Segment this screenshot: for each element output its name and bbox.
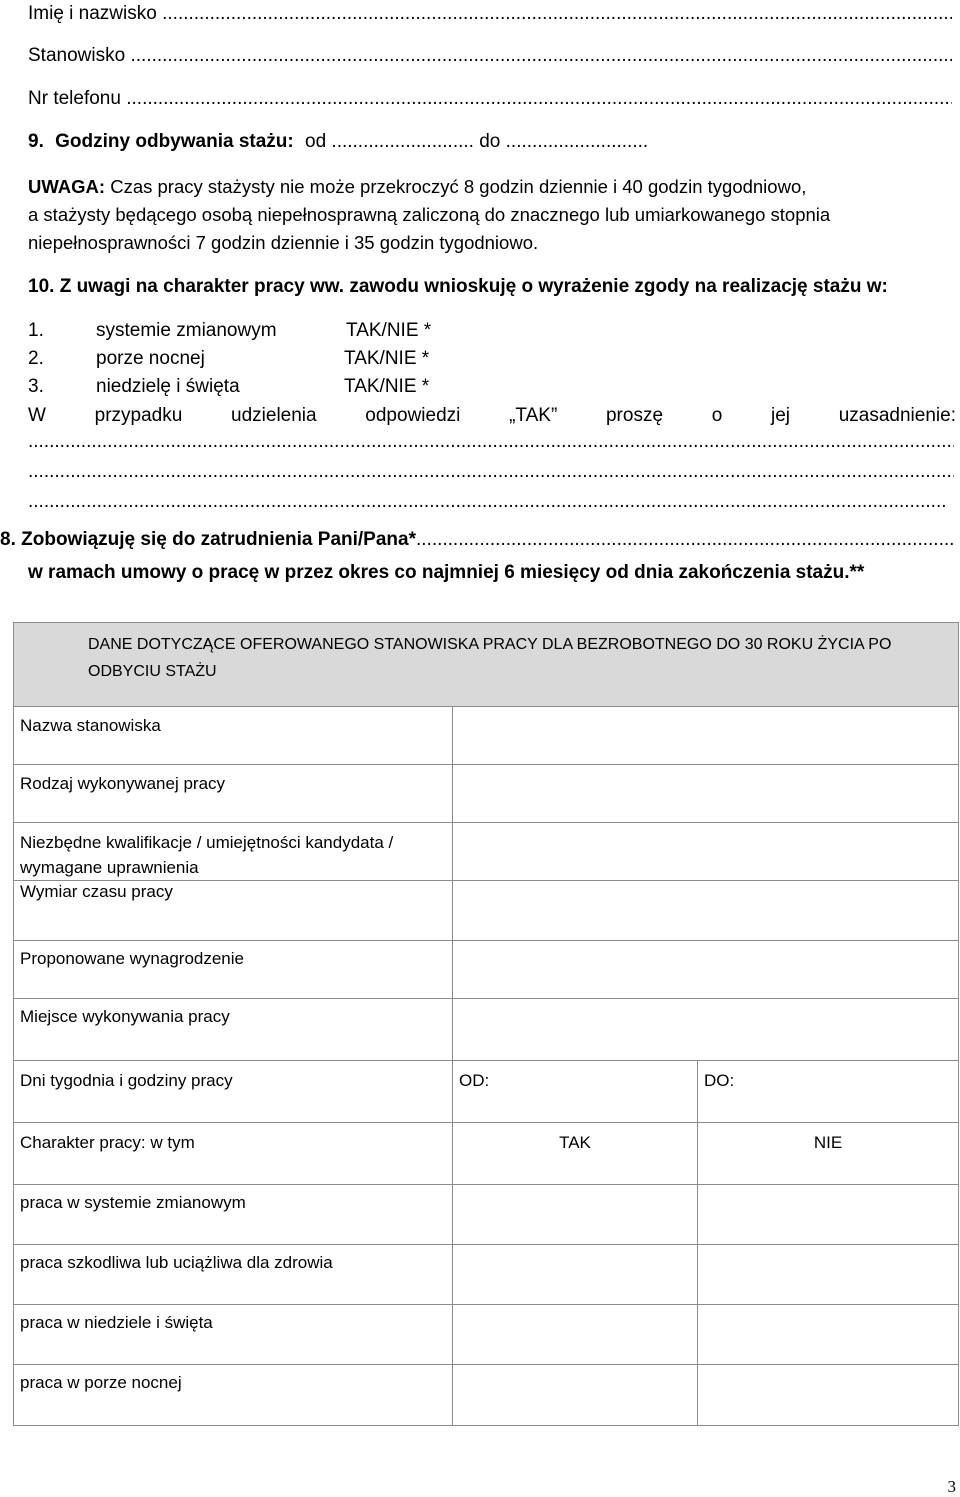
section8-line-2: w ramach umowy o pracę w przez okres co najmniej 6 miesięcy od dnia zakończenia stażu.** bbox=[28, 562, 865, 583]
od-cell[interactable]: OD: bbox=[453, 1061, 698, 1123]
table-row-character bbox=[14, 1123, 959, 1185]
phone-label: Nr telefonu bbox=[28, 88, 121, 109]
nie-cell[interactable] bbox=[698, 1185, 959, 1245]
row-label: Proponowane wynagrodzenie bbox=[14, 941, 453, 999]
tak-cell[interactable] bbox=[453, 1305, 698, 1365]
note-line-2: a stażysty będącego osobą niepełnosprawną zaliczoną do znacznego lub umiarkowanego stopnia bbox=[28, 204, 831, 225]
row-value-cell[interactable] bbox=[453, 999, 959, 1061]
word: przypadku bbox=[94, 405, 183, 426]
tak-header: TAK bbox=[453, 1123, 698, 1185]
item-label: systemie zmianowym bbox=[96, 320, 277, 341]
item-label: porze nocnej bbox=[96, 348, 205, 369]
table-row bbox=[14, 1305, 959, 1365]
word: jej bbox=[771, 405, 791, 426]
row-label: Miejsce wykonywania pracy bbox=[14, 999, 453, 1061]
tak-cell[interactable] bbox=[453, 1185, 698, 1245]
item-number: 3. bbox=[28, 376, 44, 397]
row-label: Niezbędne kwalifikacje / umiejętności kandydata / wymagane uprawnienia bbox=[14, 823, 453, 881]
row-value-cell[interactable] bbox=[453, 823, 959, 881]
note-prefix: UWAGA: bbox=[28, 176, 106, 197]
table-row bbox=[14, 999, 959, 1061]
table-row bbox=[14, 707, 959, 765]
item-choice[interactable]: TAK/NIE * bbox=[344, 348, 430, 369]
row-label: praca w niedziele i święta bbox=[14, 1305, 453, 1365]
section10-item-2 bbox=[28, 347, 430, 371]
row-label: praca w porze nocnej bbox=[14, 1365, 453, 1426]
table-row bbox=[14, 941, 959, 999]
position-field[interactable] bbox=[28, 44, 952, 68]
item-choice[interactable]: TAK/NIE * bbox=[346, 320, 432, 341]
row-label: Rodzaj wykonywanej pracy bbox=[14, 765, 453, 823]
row-label: praca szkodliwa lub uciążliwa dla zdrowia bbox=[14, 1245, 453, 1305]
table-row bbox=[14, 823, 959, 881]
position-label: Stanowisko bbox=[28, 45, 126, 66]
word: proszę bbox=[605, 405, 664, 426]
nie-cell[interactable] bbox=[698, 1365, 959, 1426]
section8-fill[interactable] bbox=[416, 529, 956, 550]
word: „TAK” bbox=[509, 405, 558, 426]
row-value-cell[interactable] bbox=[453, 941, 959, 999]
word: W bbox=[28, 405, 46, 426]
word: udzielenia bbox=[231, 405, 317, 426]
row-label: Nazwa stanowiska bbox=[14, 707, 453, 765]
justification-prompt bbox=[28, 404, 956, 428]
section10-item-1 bbox=[28, 319, 432, 343]
note-line-3: niepełnosprawności 7 godzin dziennie i 35 godzin tygodniowo. bbox=[28, 232, 539, 253]
row-value-cell[interactable] bbox=[453, 881, 959, 941]
item-number: 1. bbox=[28, 320, 44, 341]
table-header-text: DANE DOTYCZĄCE OFEROWANEGO STANOWISKA PRACY DLA BEZROBOTNEGO DO 30 ROKU ŻYCIA PO ODBYCIU STAŻU bbox=[88, 636, 892, 680]
table-row bbox=[14, 765, 959, 823]
row-value-cell[interactable] bbox=[453, 707, 959, 765]
row-value-cell[interactable] bbox=[453, 765, 959, 823]
page-number: 3 bbox=[947, 1477, 956, 1496]
table-row bbox=[14, 1365, 959, 1426]
justification-line-1[interactable] bbox=[28, 430, 954, 454]
do-cell[interactable]: DO: bbox=[698, 1061, 959, 1123]
row-label: Dni tygodnia i godziny pracy bbox=[14, 1061, 453, 1123]
hours-label: Godziny odbywania stażu: bbox=[55, 131, 294, 152]
note-block bbox=[28, 173, 958, 257]
nie-cell[interactable] bbox=[698, 1245, 959, 1305]
row-label: Charakter pracy: w tym bbox=[14, 1123, 453, 1185]
hours-number: 9. bbox=[28, 131, 44, 152]
nie-cell[interactable] bbox=[698, 1305, 959, 1365]
table-row-days bbox=[14, 1061, 959, 1123]
section10-item-3 bbox=[28, 375, 430, 399]
row-label: praca w systemie zmianowym bbox=[14, 1185, 453, 1245]
section10-heading: 10. Z uwagi na charakter pracy ww. zawodu wnioskuję o wyrażenie zgody na realizację stażu w: bbox=[28, 276, 888, 297]
item-label: niedzielę i święta bbox=[96, 376, 240, 397]
row-label: Wymiar czasu pracy bbox=[14, 881, 453, 941]
section8-line-1[interactable] bbox=[0, 528, 956, 552]
tak-cell[interactable] bbox=[453, 1245, 698, 1305]
hours-from-field[interactable]: od ........................... bbox=[305, 131, 474, 152]
section8-text: 8. Zobowiązuję się do zatrudnienia Pani/Pana* bbox=[0, 529, 416, 550]
nie-header: NIE bbox=[698, 1123, 959, 1185]
word: o bbox=[711, 405, 723, 426]
hours-row bbox=[28, 130, 648, 154]
table-row bbox=[14, 1185, 959, 1245]
word: odpowiedzi bbox=[365, 405, 461, 426]
justification-line-2[interactable] bbox=[28, 460, 954, 484]
table-row bbox=[14, 881, 959, 941]
tak-cell[interactable] bbox=[453, 1365, 698, 1426]
table-header bbox=[14, 623, 959, 707]
table-row bbox=[14, 1245, 959, 1305]
name-label: Imię i nazwisko bbox=[28, 3, 157, 24]
hours-to-field[interactable]: do ........................... bbox=[479, 131, 649, 152]
word: uzasadnienie: bbox=[838, 405, 956, 426]
phone-field[interactable] bbox=[28, 87, 952, 111]
justification-line-3[interactable] bbox=[28, 490, 946, 514]
note-line-1: Czas pracy stażysty nie może przekroczyć 8 godzin dziennie i 40 godzin tygodniowo, bbox=[110, 176, 807, 197]
item-choice[interactable]: TAK/NIE * bbox=[344, 376, 430, 397]
offer-table bbox=[13, 622, 959, 1426]
name-field[interactable] bbox=[28, 2, 952, 26]
item-number: 2. bbox=[28, 348, 44, 369]
